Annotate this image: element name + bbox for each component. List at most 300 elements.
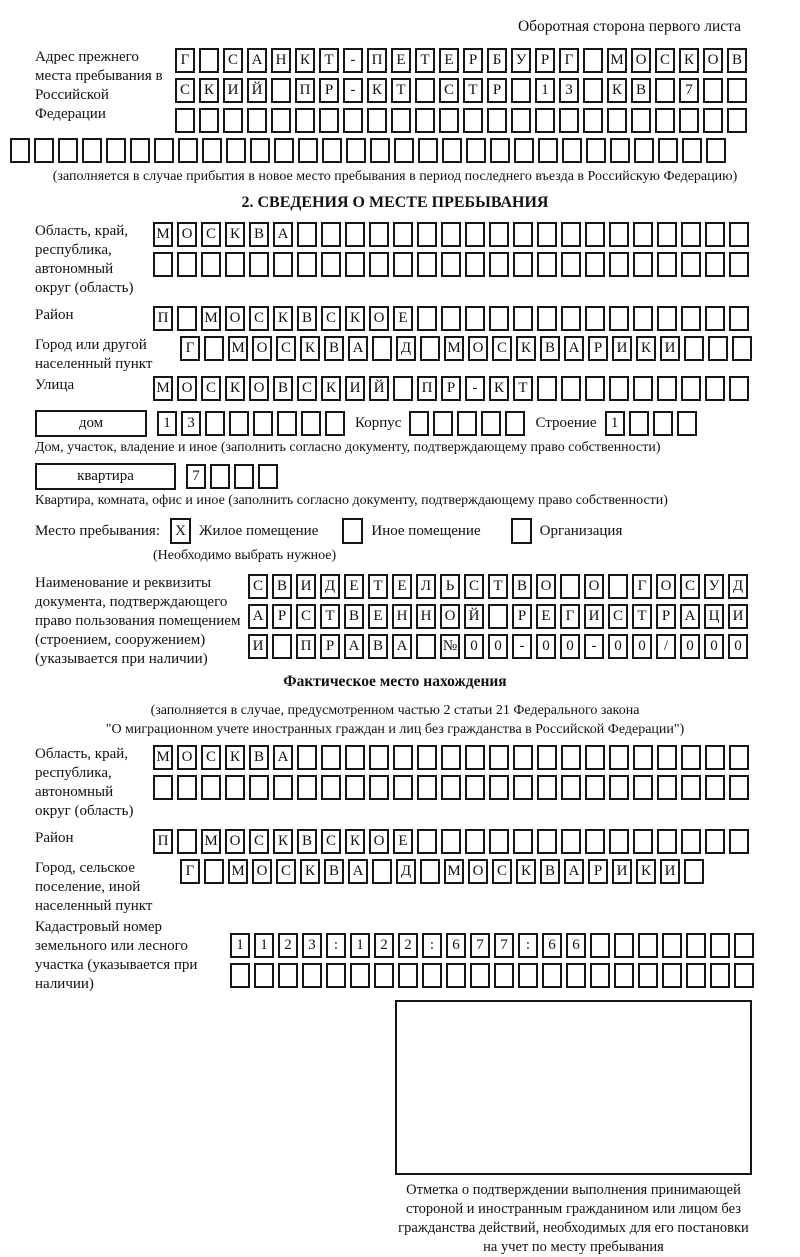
char-cell[interactable] (682, 138, 702, 163)
char-cell[interactable] (346, 138, 366, 163)
char-cell[interactable] (420, 859, 440, 884)
char-cell[interactable] (633, 775, 653, 800)
char-cell[interactable]: Е (536, 604, 556, 629)
char-cell[interactable]: В (249, 222, 269, 247)
char-cell[interactable]: К (300, 859, 320, 884)
char-cell[interactable] (585, 745, 605, 770)
char-cell[interactable]: Г (632, 574, 652, 599)
char-cell[interactable] (417, 252, 437, 277)
char-cell[interactable]: С (321, 306, 341, 331)
char-cell[interactable] (277, 411, 297, 436)
char-cell[interactable] (199, 48, 219, 73)
char-cell[interactable] (393, 745, 413, 770)
char-cell[interactable] (561, 252, 581, 277)
char-cell[interactable]: Р (512, 604, 532, 629)
char-cell[interactable]: А (392, 634, 412, 659)
char-cell[interactable] (633, 306, 653, 331)
char-cell[interactable]: О (177, 376, 197, 401)
char-cell[interactable]: 0 (632, 634, 652, 659)
char-cell[interactable]: Г (559, 48, 579, 73)
char-cell[interactable]: 6 (446, 933, 466, 958)
char-cell[interactable] (369, 222, 389, 247)
char-cell[interactable] (583, 108, 603, 133)
char-cell[interactable]: Н (416, 604, 436, 629)
char-cell[interactable] (511, 108, 531, 133)
char-cell[interactable]: С (655, 48, 675, 73)
char-cell[interactable]: А (273, 222, 293, 247)
char-cell[interactable] (631, 108, 651, 133)
char-cell[interactable] (177, 829, 197, 854)
char-cell[interactable] (535, 108, 555, 133)
char-cell[interactable] (178, 138, 198, 163)
char-cell[interactable] (153, 252, 173, 277)
char-cell[interactable]: 1 (230, 933, 250, 958)
char-cell[interactable] (634, 138, 654, 163)
char-cell[interactable] (708, 336, 728, 361)
char-cell[interactable]: О (536, 574, 556, 599)
char-cell[interactable]: К (636, 859, 656, 884)
char-cell[interactable] (681, 376, 701, 401)
char-cell[interactable] (706, 138, 726, 163)
char-cell[interactable]: В (631, 78, 651, 103)
stay-option-other-checkbox[interactable] (342, 518, 363, 544)
char-cell[interactable]: С (201, 745, 221, 770)
char-cell[interactable]: И (584, 604, 604, 629)
char-cell[interactable] (729, 252, 749, 277)
char-cell[interactable]: П (153, 306, 173, 331)
char-cell[interactable]: О (468, 859, 488, 884)
char-cell[interactable]: С (175, 78, 195, 103)
char-cell[interactable] (319, 108, 339, 133)
char-cell[interactable] (441, 745, 461, 770)
char-cell[interactable]: Е (393, 829, 413, 854)
char-cell[interactable]: С (276, 336, 296, 361)
char-cell[interactable] (559, 108, 579, 133)
char-cell[interactable] (345, 222, 365, 247)
char-cell[interactable]: Т (320, 604, 340, 629)
char-cell[interactable] (420, 336, 440, 361)
char-cell[interactable]: К (225, 376, 245, 401)
char-cell[interactable]: 1 (254, 933, 274, 958)
char-cell[interactable]: К (295, 48, 315, 73)
char-cell[interactable]: 2 (398, 933, 418, 958)
char-cell[interactable] (657, 306, 677, 331)
char-cell[interactable] (607, 108, 627, 133)
char-cell[interactable] (199, 108, 219, 133)
char-cell[interactable]: В (368, 634, 388, 659)
char-cell[interactable]: 1 (535, 78, 555, 103)
char-cell[interactable] (585, 306, 605, 331)
char-cell[interactable] (466, 138, 486, 163)
char-cell[interactable] (489, 222, 509, 247)
char-cell[interactable] (511, 78, 531, 103)
char-cell[interactable] (350, 963, 370, 988)
stamp-box[interactable] (395, 1000, 752, 1175)
char-cell[interactable] (513, 252, 533, 277)
char-cell[interactable] (537, 252, 557, 277)
char-cell[interactable]: : (326, 933, 346, 958)
char-cell[interactable] (703, 108, 723, 133)
char-cell[interactable] (727, 108, 747, 133)
char-cell[interactable] (657, 222, 677, 247)
char-cell[interactable]: А (247, 48, 267, 73)
char-cell[interactable] (393, 222, 413, 247)
char-cell[interactable]: : (518, 933, 538, 958)
char-cell[interactable] (710, 933, 730, 958)
char-cell[interactable] (177, 306, 197, 331)
char-cell[interactable]: О (177, 222, 197, 247)
char-cell[interactable]: В (297, 829, 317, 854)
char-cell[interactable]: В (272, 574, 292, 599)
char-cell[interactable]: О (703, 48, 723, 73)
char-cell[interactable]: В (727, 48, 747, 73)
char-cell[interactable] (542, 963, 562, 988)
char-cell[interactable]: Р (441, 376, 461, 401)
char-cell[interactable]: К (489, 376, 509, 401)
char-cell[interactable] (367, 108, 387, 133)
char-cell[interactable]: Й (369, 376, 389, 401)
char-cell[interactable] (322, 138, 342, 163)
char-cell[interactable]: - (343, 78, 363, 103)
char-cell[interactable]: : (422, 933, 442, 958)
char-cell[interactable] (465, 775, 485, 800)
char-cell[interactable]: К (636, 336, 656, 361)
char-cell[interactable] (562, 138, 582, 163)
char-cell[interactable]: С (464, 574, 484, 599)
char-cell[interactable]: 0 (728, 634, 748, 659)
char-cell[interactable] (561, 306, 581, 331)
char-cell[interactable] (705, 222, 725, 247)
char-cell[interactable] (705, 775, 725, 800)
char-cell[interactable]: Е (392, 574, 412, 599)
char-cell[interactable] (465, 252, 485, 277)
char-cell[interactable]: Ь (440, 574, 460, 599)
char-cell[interactable]: № (440, 634, 460, 659)
char-cell[interactable] (271, 78, 291, 103)
char-cell[interactable] (561, 222, 581, 247)
char-cell[interactable]: Т (368, 574, 388, 599)
char-cell[interactable] (394, 138, 414, 163)
char-cell[interactable]: М (153, 745, 173, 770)
char-cell[interactable] (398, 963, 418, 988)
char-cell[interactable] (204, 336, 224, 361)
char-cell[interactable]: П (367, 48, 387, 73)
char-cell[interactable] (629, 411, 649, 436)
char-cell[interactable]: О (440, 604, 460, 629)
char-cell[interactable]: В (324, 336, 344, 361)
char-cell[interactable]: 0 (704, 634, 724, 659)
char-cell[interactable]: П (417, 376, 437, 401)
char-cell[interactable] (321, 222, 341, 247)
char-cell[interactable]: В (512, 574, 532, 599)
char-cell[interactable] (489, 829, 509, 854)
char-cell[interactable] (247, 108, 267, 133)
char-cell[interactable]: П (296, 634, 316, 659)
char-cell[interactable]: И (728, 604, 748, 629)
char-cell[interactable] (441, 252, 461, 277)
char-cell[interactable]: А (680, 604, 700, 629)
char-cell[interactable]: 2 (278, 933, 298, 958)
char-cell[interactable] (297, 252, 317, 277)
char-cell[interactable] (457, 411, 477, 436)
char-cell[interactable]: И (660, 859, 680, 884)
char-cell[interactable] (441, 222, 461, 247)
char-cell[interactable] (369, 775, 389, 800)
char-cell[interactable] (272, 634, 292, 659)
char-cell[interactable] (609, 745, 629, 770)
char-cell[interactable] (734, 963, 754, 988)
char-cell[interactable] (662, 963, 682, 988)
char-cell[interactable] (638, 963, 658, 988)
char-cell[interactable]: А (344, 634, 364, 659)
char-cell[interactable] (253, 411, 273, 436)
char-cell[interactable] (175, 108, 195, 133)
char-cell[interactable] (633, 252, 653, 277)
stay-option-residential-checkbox[interactable]: X (170, 518, 191, 544)
char-cell[interactable] (210, 464, 230, 489)
char-cell[interactable] (441, 829, 461, 854)
char-cell[interactable] (278, 963, 298, 988)
char-cell[interactable]: 7 (494, 933, 514, 958)
char-cell[interactable] (684, 336, 704, 361)
char-cell[interactable]: Р (487, 78, 507, 103)
char-cell[interactable] (514, 138, 534, 163)
apartment-box[interactable]: квартира (35, 463, 176, 490)
char-cell[interactable] (727, 78, 747, 103)
char-cell[interactable] (657, 829, 677, 854)
char-cell[interactable] (470, 963, 490, 988)
char-cell[interactable]: С (492, 859, 512, 884)
char-cell[interactable] (345, 745, 365, 770)
char-cell[interactable] (734, 933, 754, 958)
char-cell[interactable]: И (345, 376, 365, 401)
char-cell[interactable]: Й (247, 78, 267, 103)
char-cell[interactable] (681, 829, 701, 854)
char-cell[interactable] (225, 252, 245, 277)
char-cell[interactable] (488, 604, 508, 629)
char-cell[interactable] (321, 745, 341, 770)
char-cell[interactable] (729, 222, 749, 247)
char-cell[interactable] (465, 222, 485, 247)
char-cell[interactable]: Е (368, 604, 388, 629)
char-cell[interactable]: 2 (374, 933, 394, 958)
char-cell[interactable] (513, 829, 533, 854)
char-cell[interactable] (273, 252, 293, 277)
char-cell[interactable]: Л (416, 574, 436, 599)
char-cell[interactable] (234, 464, 254, 489)
char-cell[interactable] (681, 775, 701, 800)
house-box[interactable]: дом (35, 410, 147, 437)
char-cell[interactable] (583, 48, 603, 73)
char-cell[interactable] (249, 775, 269, 800)
char-cell[interactable] (561, 775, 581, 800)
char-cell[interactable] (417, 745, 437, 770)
char-cell[interactable] (609, 252, 629, 277)
char-cell[interactable]: К (225, 745, 245, 770)
char-cell[interactable]: О (468, 336, 488, 361)
char-cell[interactable]: В (540, 859, 560, 884)
char-cell[interactable] (681, 222, 701, 247)
char-cell[interactable] (633, 222, 653, 247)
char-cell[interactable]: Т (391, 78, 411, 103)
char-cell[interactable]: 1 (350, 933, 370, 958)
char-cell[interactable] (657, 775, 677, 800)
char-cell[interactable] (417, 829, 437, 854)
char-cell[interactable] (655, 108, 675, 133)
stay-option-organization-checkbox[interactable] (511, 518, 532, 544)
char-cell[interactable]: С (321, 829, 341, 854)
char-cell[interactable]: А (273, 745, 293, 770)
char-cell[interactable]: Т (513, 376, 533, 401)
char-cell[interactable] (225, 775, 245, 800)
char-cell[interactable] (585, 222, 605, 247)
char-cell[interactable]: Т (415, 48, 435, 73)
char-cell[interactable] (513, 306, 533, 331)
char-cell[interactable]: Н (392, 604, 412, 629)
char-cell[interactable]: А (248, 604, 268, 629)
char-cell[interactable] (494, 963, 514, 988)
char-cell[interactable]: П (295, 78, 315, 103)
char-cell[interactable]: М (444, 336, 464, 361)
char-cell[interactable] (657, 745, 677, 770)
char-cell[interactable]: С (248, 574, 268, 599)
char-cell[interactable]: Е (439, 48, 459, 73)
char-cell[interactable] (301, 411, 321, 436)
char-cell[interactable] (705, 829, 725, 854)
char-cell[interactable] (274, 138, 294, 163)
char-cell[interactable]: О (631, 48, 651, 73)
char-cell[interactable] (297, 745, 317, 770)
char-cell[interactable] (343, 108, 363, 133)
char-cell[interactable] (417, 306, 437, 331)
char-cell[interactable]: М (444, 859, 464, 884)
char-cell[interactable]: В (324, 859, 344, 884)
char-cell[interactable] (608, 574, 628, 599)
char-cell[interactable]: И (660, 336, 680, 361)
char-cell[interactable]: Р (656, 604, 676, 629)
char-cell[interactable] (609, 775, 629, 800)
char-cell[interactable] (681, 745, 701, 770)
char-cell[interactable] (446, 963, 466, 988)
char-cell[interactable] (705, 306, 725, 331)
char-cell[interactable] (465, 829, 485, 854)
char-cell[interactable]: Р (320, 634, 340, 659)
char-cell[interactable]: Н (271, 48, 291, 73)
char-cell[interactable] (681, 252, 701, 277)
char-cell[interactable] (465, 745, 485, 770)
char-cell[interactable]: 6 (566, 933, 586, 958)
char-cell[interactable] (609, 306, 629, 331)
char-cell[interactable]: Г (560, 604, 580, 629)
char-cell[interactable] (369, 252, 389, 277)
char-cell[interactable] (441, 775, 461, 800)
char-cell[interactable] (653, 411, 673, 436)
char-cell[interactable] (442, 138, 462, 163)
char-cell[interactable]: 1 (157, 411, 177, 436)
char-cell[interactable]: К (516, 336, 536, 361)
char-cell[interactable] (686, 933, 706, 958)
char-cell[interactable] (518, 963, 538, 988)
char-cell[interactable]: А (348, 859, 368, 884)
char-cell[interactable]: М (201, 829, 221, 854)
char-cell[interactable] (614, 933, 634, 958)
char-cell[interactable]: К (321, 376, 341, 401)
char-cell[interactable] (345, 252, 365, 277)
char-cell[interactable] (417, 775, 437, 800)
char-cell[interactable] (441, 306, 461, 331)
char-cell[interactable]: 7 (679, 78, 699, 103)
char-cell[interactable]: Р (588, 859, 608, 884)
char-cell[interactable]: О (252, 336, 272, 361)
char-cell[interactable]: Е (393, 306, 413, 331)
char-cell[interactable]: 0 (608, 634, 628, 659)
char-cell[interactable] (106, 138, 126, 163)
char-cell[interactable] (655, 78, 675, 103)
char-cell[interactable]: 7 (470, 933, 490, 958)
char-cell[interactable] (537, 306, 557, 331)
char-cell[interactable] (566, 963, 586, 988)
char-cell[interactable]: В (540, 336, 560, 361)
char-cell[interactable] (586, 138, 606, 163)
char-cell[interactable]: М (228, 336, 248, 361)
char-cell[interactable]: 0 (464, 634, 484, 659)
char-cell[interactable] (633, 376, 653, 401)
char-cell[interactable] (657, 252, 677, 277)
char-cell[interactable]: Д (728, 574, 748, 599)
char-cell[interactable]: С (201, 376, 221, 401)
char-cell[interactable] (537, 222, 557, 247)
char-cell[interactable] (705, 252, 725, 277)
char-cell[interactable] (374, 963, 394, 988)
char-cell[interactable]: Д (320, 574, 340, 599)
char-cell[interactable]: - (465, 376, 485, 401)
char-cell[interactable]: Е (391, 48, 411, 73)
char-cell[interactable] (609, 829, 629, 854)
char-cell[interactable] (537, 745, 557, 770)
char-cell[interactable] (298, 138, 318, 163)
char-cell[interactable]: С (201, 222, 221, 247)
char-cell[interactable]: Т (319, 48, 339, 73)
char-cell[interactable] (439, 108, 459, 133)
char-cell[interactable]: И (223, 78, 243, 103)
char-cell[interactable] (537, 376, 557, 401)
char-cell[interactable] (490, 138, 510, 163)
char-cell[interactable] (633, 829, 653, 854)
char-cell[interactable] (662, 933, 682, 958)
char-cell[interactable] (513, 745, 533, 770)
char-cell[interactable] (271, 108, 291, 133)
char-cell[interactable] (418, 138, 438, 163)
char-cell[interactable]: М (607, 48, 627, 73)
char-cell[interactable]: К (516, 859, 536, 884)
char-cell[interactable] (130, 138, 150, 163)
char-cell[interactable] (201, 775, 221, 800)
char-cell[interactable]: В (297, 306, 317, 331)
char-cell[interactable] (258, 464, 278, 489)
char-cell[interactable] (297, 222, 317, 247)
char-cell[interactable] (513, 222, 533, 247)
char-cell[interactable] (658, 138, 678, 163)
char-cell[interactable] (732, 336, 752, 361)
char-cell[interactable]: К (345, 829, 365, 854)
char-cell[interactable]: К (607, 78, 627, 103)
char-cell[interactable] (345, 775, 365, 800)
char-cell[interactable] (201, 252, 221, 277)
char-cell[interactable]: - (512, 634, 532, 659)
char-cell[interactable] (633, 745, 653, 770)
char-cell[interactable] (415, 78, 435, 103)
char-cell[interactable]: К (367, 78, 387, 103)
